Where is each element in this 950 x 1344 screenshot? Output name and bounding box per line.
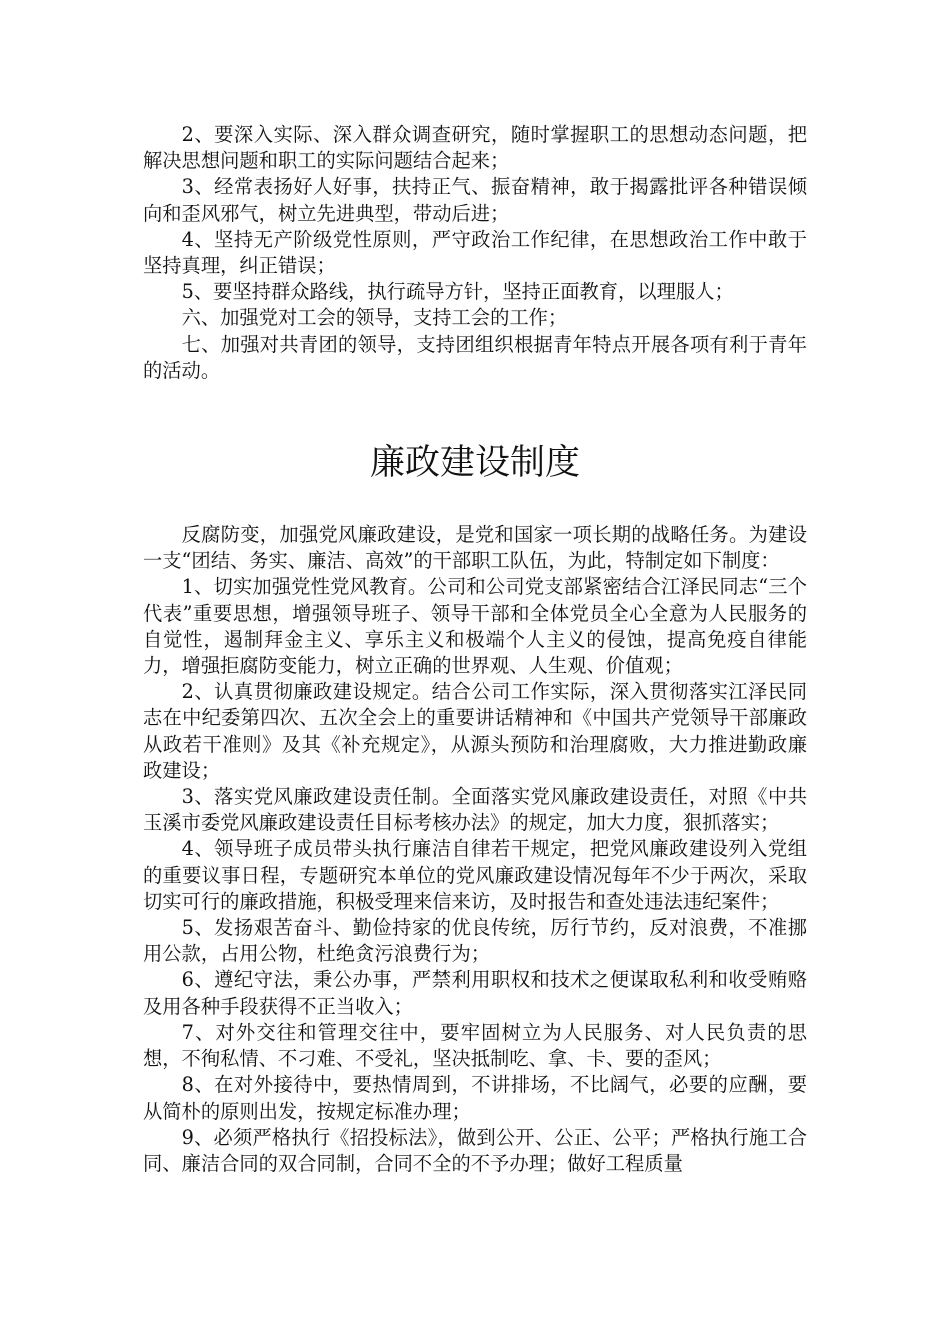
paragraph: 1、切实加强党性党风教育。公司和公司党支部紧密结合江泽民同志“三个代表”重要思想，增强领导班子、领导干部和全体党员全心全意为人民服务的自觉性，遏制拜金主义、享乐主义和极端个人主义的侵蚀，提高免疫自律能力，增强拒腐防变能力，树立正确的世界观、人生观、价值观； (143, 575, 807, 678)
paragraph: 3、落实党风廉政建设责任制。全面落实党风廉政建设责任，对照《中共玉溪市委党风廉政建设责任目标考核办法》的规定，加大力度，狠抓落实； (143, 785, 807, 835)
paragraph: 4、领导班子成员带头执行廉洁自律若干规定，把党风廉政建设列入党组的重要议事日程，专题研究本单位的党风廉政建设情况每年不少于两次，采取切实可行的廉政措施，积极受理来信来访，及时报告和查处违法违纪案件； (143, 837, 807, 913)
paragraph: 7、对外交往和管理交往中，要牢固树立为人民服务、对人民负责的思想，不徇私情、不刁难、不受礼，坚决抵制吃、拿、卡、要的歪风； (143, 1020, 807, 1071)
paragraph: 9、必须严格执行《招投标法》，做到公开、公正、公平；严格执行施工合同、廉洁合同的双合同制，合同不全的不予办理；做好工程质量 (143, 1125, 807, 1175)
paragraph: 2、要深入实际、深入群众调查研究，随时掌握职工的思想动态问题，把解决思想问题和职工的实际问题结合起来； (143, 123, 807, 173)
bottom-section (143, 522, 807, 1177)
paragraph: 七、加强对共青团的领导，支持团组织根据青年特点开展各项有利于青年的活动。 (143, 332, 807, 382)
paragraph: 六、加强党对工会的领导，支持工会的工作； (181, 306, 568, 330)
paragraph: 6、遵纪守法，秉公办事，严禁利用职权和技术之便谋取私利和收受贿赂及用各种手段获得不正当收入； (143, 968, 807, 1018)
document-title: 廉政建设制度 (369, 443, 580, 484)
paragraph: 3、经常表扬好人好事，扶持正气、振奋精神，敢于揭露批评各种错误倾向和歪风邪气，树立先进典型，带动后进； (143, 175, 807, 225)
paragraph: 8、在对外接待中，要热情周到，不讲排场，不比阔气，必要的应酬，要从简朴的原则出发，按规定标准办理； (143, 1073, 807, 1123)
document-page (143, 122, 807, 1177)
paragraph: 5、发扬艰苦奋斗、勤俭持家的优良传统，厉行节约，反对浪费，不准挪用公款，占用公物，杜绝贪污浪费行为； (143, 916, 807, 966)
paragraph: 2、认真贯彻廉政建设规定。结合公司工作实际，深入贯彻落实江泽民同志在中纪委第四次、五次全会上的重要讲话精神和《中国共产党领导干部廉政从政若干准则》及其《补充规定》，从源头预防和治理腐败，大力推进勤政廉政建设； (143, 680, 807, 782)
paragraph: 5、要坚持群众路线，执行疏导方针，坚持正面教育，以理服人； (181, 280, 734, 304)
paragraph: 反腐防变，加强党风廉政建设，是党和国家一项长期的战略任务。为建设一支“团结、务实、廉洁、高效”的干部职工队伍，为此，特制定如下制度： (143, 523, 807, 573)
paragraph: 4、坚持无产阶级党性原则，严守政治工作纪律，在思想政治工作中敢于坚持真理，纠正错误； (143, 227, 807, 278)
top-section (143, 122, 807, 384)
